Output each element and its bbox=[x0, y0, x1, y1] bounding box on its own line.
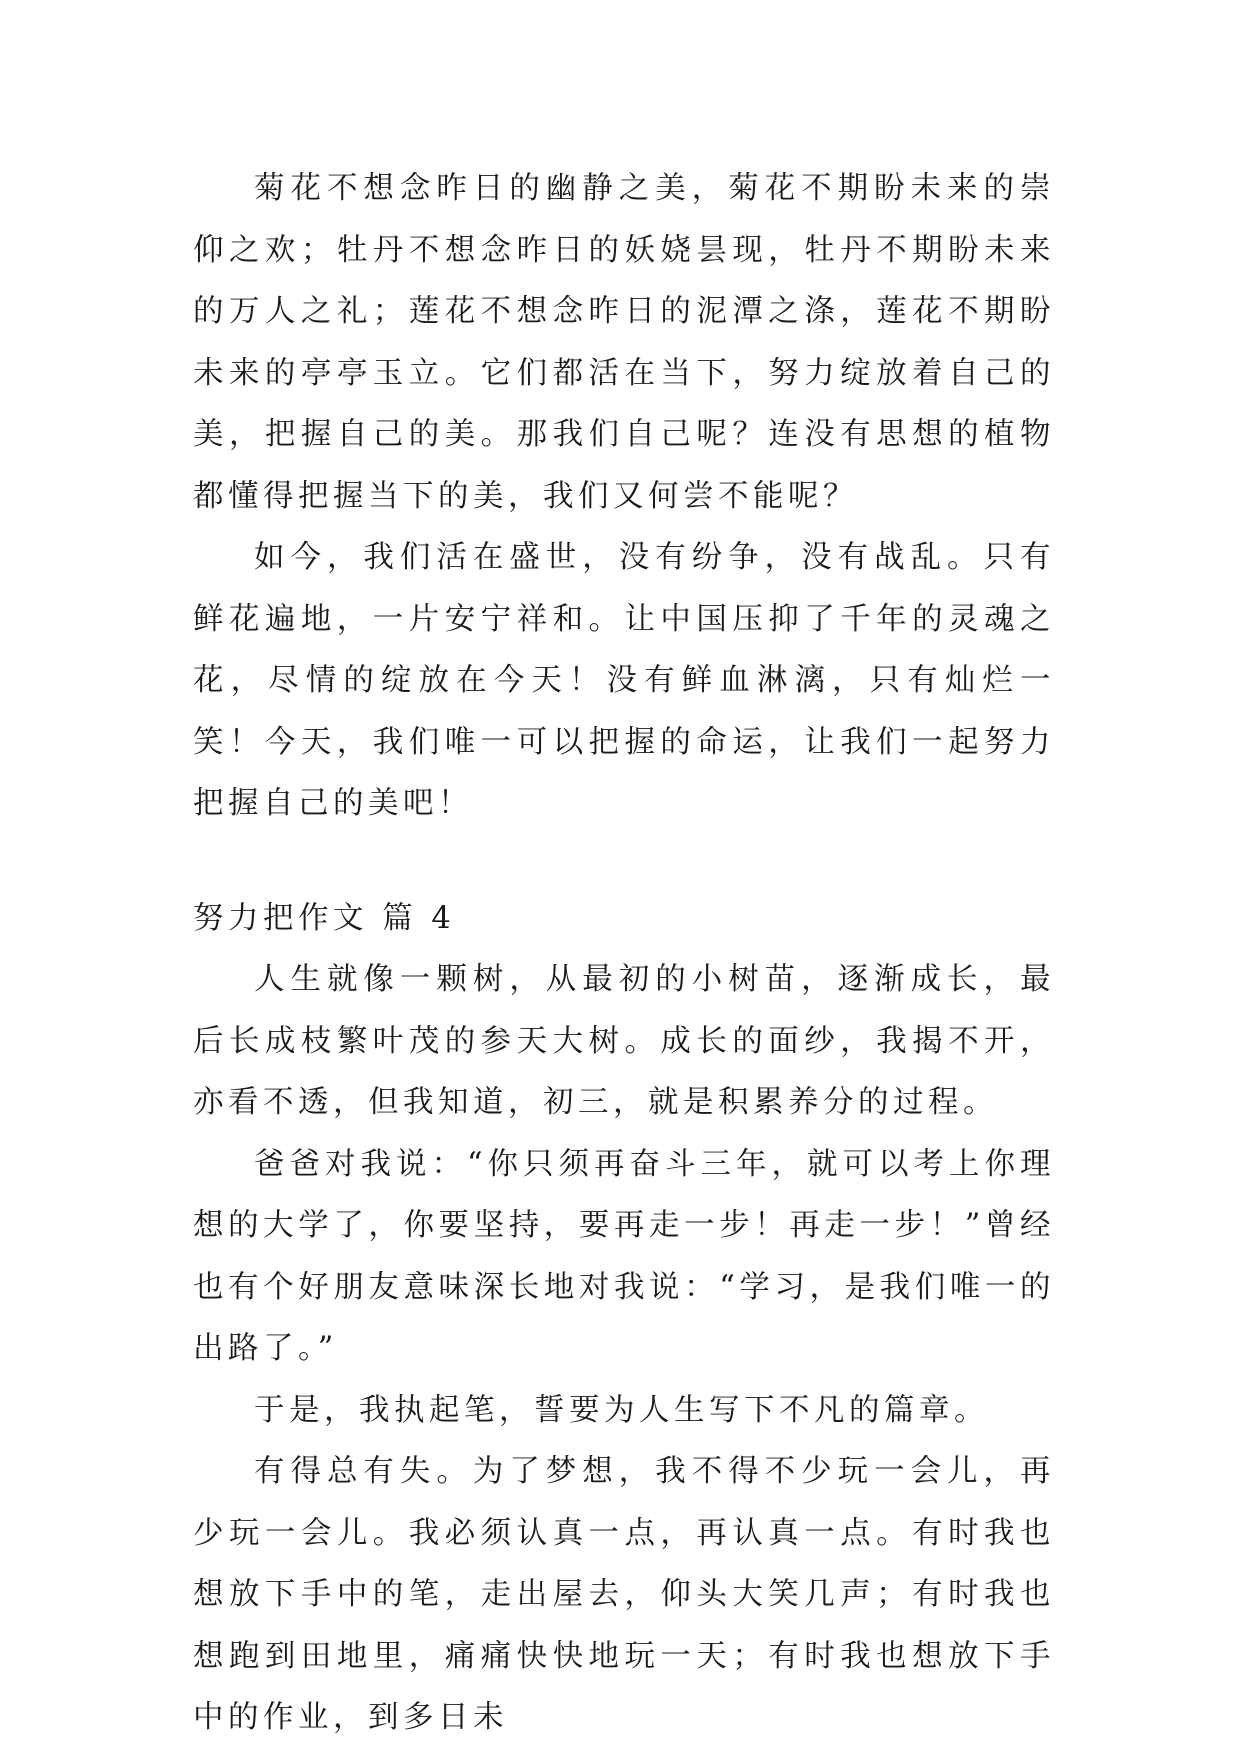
paragraph-father-advice: 爸爸对我说：“你只须再奋斗三年，就可以考上你理想的大学了，你要坚持，要再走一步！再走一步！”曾经也有个好朋友意味深长地对我说：“学习，是我们唯一的出路了。” bbox=[193, 1146, 1055, 1366]
paragraph-pick-up-pen: 于是，我执起笔，誓要为人生写下不凡的篇章。 bbox=[254, 1392, 989, 1428]
document-page bbox=[193, 158, 1055, 1749]
paragraph-life-like-tree: 人生就像一颗树，从最初的小树苗，逐渐成长，最后长成枝繁叶茂的参天大树。成长的面纱，我揭不开，亦看不透，但我知道，初三，就是积累养分的过程。 bbox=[193, 962, 1055, 1120]
paragraph-gains-and-losses: 有得总有失。为了梦想，我不得不少玩一会儿，再少玩一会儿。我必须认真一点，再认真一点。有时我也想放下手中的笔，走出屋去，仰头大笑几声；有时我也想跑到田地里，痛痛快快地玩一天；有时我也想放下手中的作业，到多日未 bbox=[193, 1454, 1055, 1735]
section-heading-essay-4: 努力把作文 篇 4 bbox=[193, 900, 456, 936]
paragraph-chrysanthemum: 菊花不想念昨日的幽静之美，菊花不期盼未来的崇仰之欢；牡丹不想念昨日的妖娆昙现，牡丹不期盼未来的万人之礼；莲花不想念昨日的泥潭之涤，莲花不期盼未来的亭亭玉立。它们都活在当下，努力绽放着自己的美，把握自己的美。那我们自己呢？连没有思想的植物都懂得把握当下的美，我们又何尝不能呢？ bbox=[193, 171, 1055, 514]
paragraph-prosperous-era: 如今，我们活在盛世，没有纷争，没有战乱。只有鲜花遍地，一片安宁祥和。让中国压抑了千年的灵魂之花，尽情的绽放在今天！没有鲜血淋漓，只有灿烂一笑！今天，我们唯一可以把握的命运，让我们一起努力把握自己的美吧！ bbox=[193, 540, 1055, 821]
